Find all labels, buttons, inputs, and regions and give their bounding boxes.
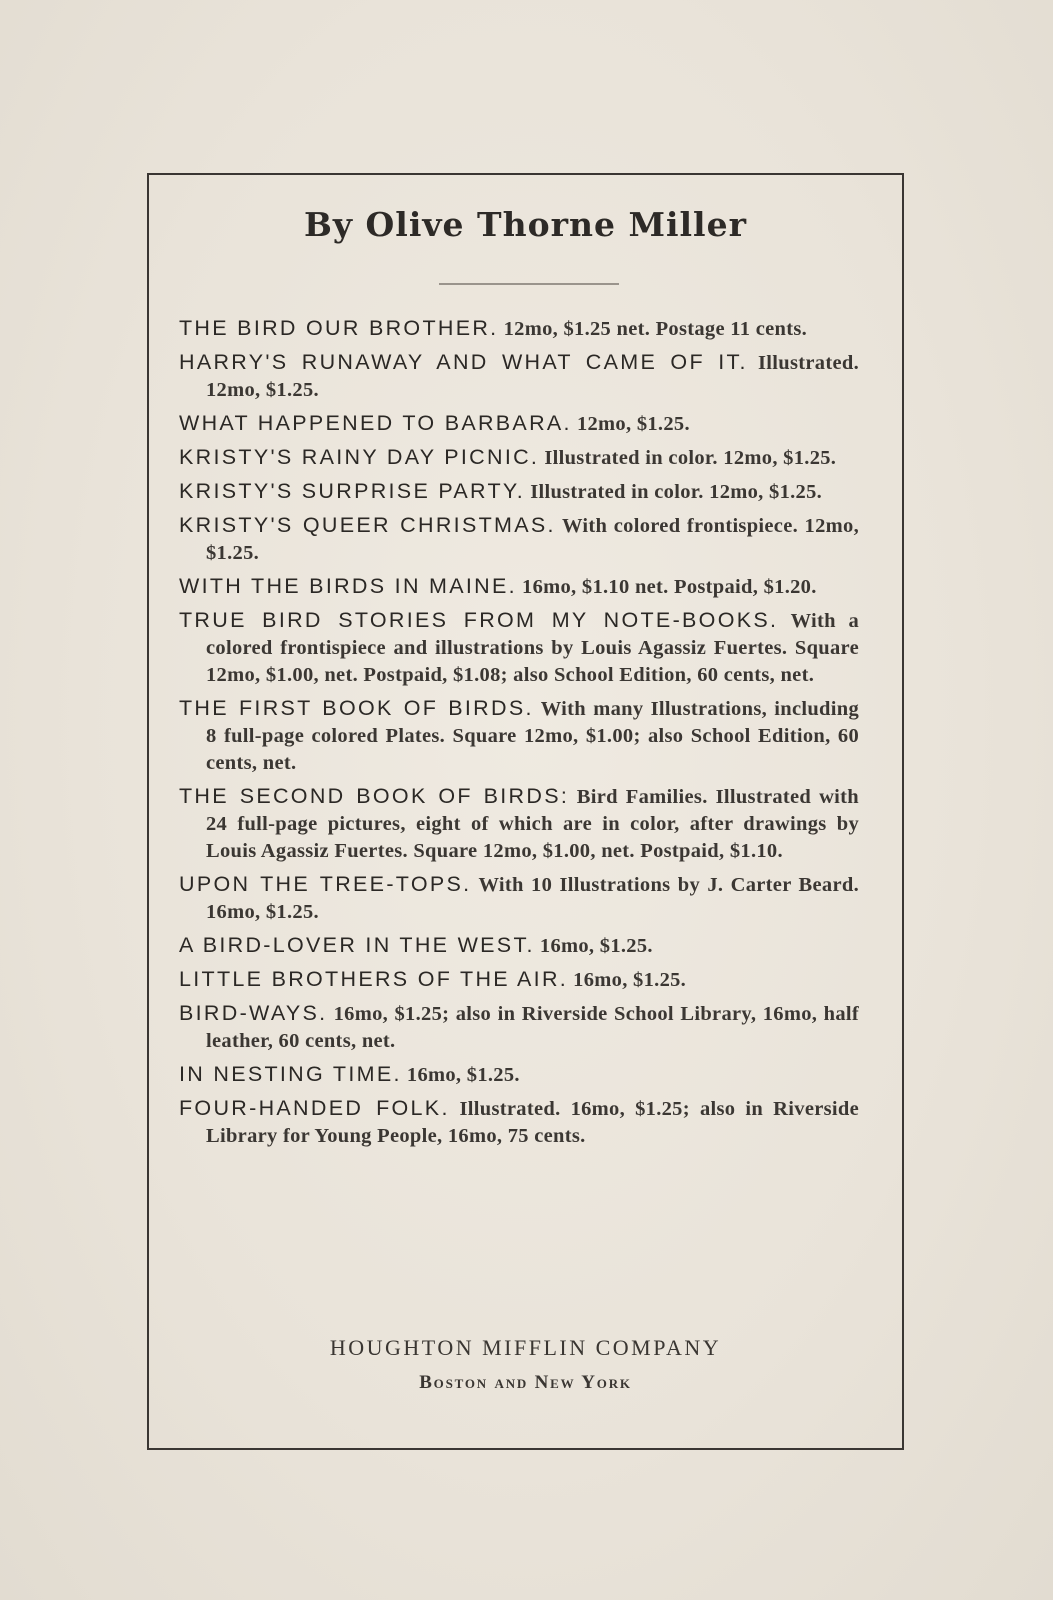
page-title: By Olive Thorne Miller bbox=[304, 205, 747, 244]
book-entry bbox=[179, 783, 859, 865]
book-details: Illustrated in color. 12mo, $1.25. bbox=[530, 481, 823, 503]
book-entry bbox=[179, 1095, 859, 1150]
book-entry bbox=[179, 315, 859, 343]
book-entry bbox=[179, 478, 859, 506]
book-entry bbox=[179, 444, 859, 472]
book-title: BIRD-WAYS. bbox=[179, 1001, 328, 1025]
title-divider bbox=[439, 283, 619, 285]
book-entry bbox=[179, 1061, 859, 1089]
book-title: THE FIRST BOOK OF BIRDS. bbox=[179, 696, 534, 720]
book-details: 12mo, $1.25 net. Postage 11 cents. bbox=[503, 318, 808, 340]
publisher-name: HOUGHTON MIFFLIN COMPANY bbox=[329, 1335, 722, 1360]
book-details: 16mo, $1.25; also in Riverside School Library, 16mo, half leather, 60 cents, net. bbox=[206, 1003, 860, 1052]
book-title: TRUE BIRD STORIES FROM MY NOTE-BOOKS. bbox=[179, 608, 779, 632]
book-details: Bird Families. Illustrated with 24 full-page pictures, eight of which are in color, after drawings by Louis Agassiz Fuertes. Square 12mo, $1.00, net. Postpaid, $1.10. bbox=[206, 786, 859, 862]
book-title: IN NESTING TIME. bbox=[179, 1062, 402, 1086]
book-details: With many Illustrations, including 8 full-page colored Plates. Square 12mo, $1.00; also School Edition, 60 cents, net. bbox=[206, 698, 859, 774]
book-details: Illustrated in color. 12mo, $1.25. bbox=[544, 447, 837, 469]
book-details: 16mo, $1.25. bbox=[406, 1064, 520, 1086]
book-entry bbox=[179, 410, 859, 438]
book-title: UPON THE TREE-TOPS. bbox=[179, 872, 472, 896]
book-entry bbox=[179, 871, 859, 926]
book-title: KRISTY'S QUEER CHRISTMAS. bbox=[179, 513, 556, 537]
book-title: LITTLE BROTHERS OF THE AIR. bbox=[179, 967, 569, 991]
book-title: THE BIRD OUR BROTHER. bbox=[179, 316, 499, 340]
book-entry bbox=[179, 573, 859, 601]
book-entry bbox=[179, 607, 859, 689]
book-details: Illustrated. 12mo, $1.25. bbox=[206, 352, 859, 401]
book-details: Illustrated. 16mo, $1.25; also in Riverside Library for Young People, 16mo, 75 cents. bbox=[206, 1098, 860, 1147]
publisher-location: Boston and New York bbox=[419, 1372, 632, 1393]
book-title: THE SECOND BOOK OF BIRDS: bbox=[179, 784, 570, 808]
book-entry bbox=[179, 512, 859, 567]
book-details: With colored frontispiece. 12mo, $1.25. bbox=[206, 515, 860, 564]
book-details: 16mo, $1.10 net. Postpaid, $1.20. bbox=[522, 576, 817, 598]
book-details: With 10 Illustrations by J. Carter Beard. 16mo, $1.25. bbox=[206, 874, 860, 923]
book-details: 12mo, $1.25. bbox=[576, 413, 690, 435]
book-entry bbox=[179, 966, 859, 994]
book-title: FOUR-HANDED FOLK. bbox=[179, 1096, 450, 1120]
book-details: With a colored frontispiece and illustrations by Louis Agassiz Fuertes. Square 12mo, $1.00, net. Postpaid, $1.08; also School Edition, 60 cents, net. bbox=[206, 610, 859, 686]
book-title: WHAT HAPPENED TO BARBARA. bbox=[179, 411, 572, 435]
book-details: 16mo, $1.25. bbox=[573, 969, 687, 991]
book-details: 16mo, $1.25. bbox=[539, 935, 653, 957]
book-entry bbox=[179, 932, 859, 960]
book-entry bbox=[179, 1000, 859, 1055]
advertisement-frame bbox=[147, 173, 904, 1450]
book-title: HARRY'S RUNAWAY AND WHAT CAME OF IT. bbox=[179, 350, 748, 374]
book-title: WITH THE BIRDS IN MAINE. bbox=[179, 574, 517, 598]
book-title: KRISTY'S SURPRISE PARTY. bbox=[179, 479, 526, 503]
book-title: KRISTY'S RAINY DAY PICNIC. bbox=[179, 445, 540, 469]
book-list bbox=[179, 315, 859, 1156]
book-entry bbox=[179, 695, 859, 777]
book-entry bbox=[179, 349, 859, 404]
book-title: A BIRD-LOVER IN THE WEST. bbox=[179, 933, 535, 957]
